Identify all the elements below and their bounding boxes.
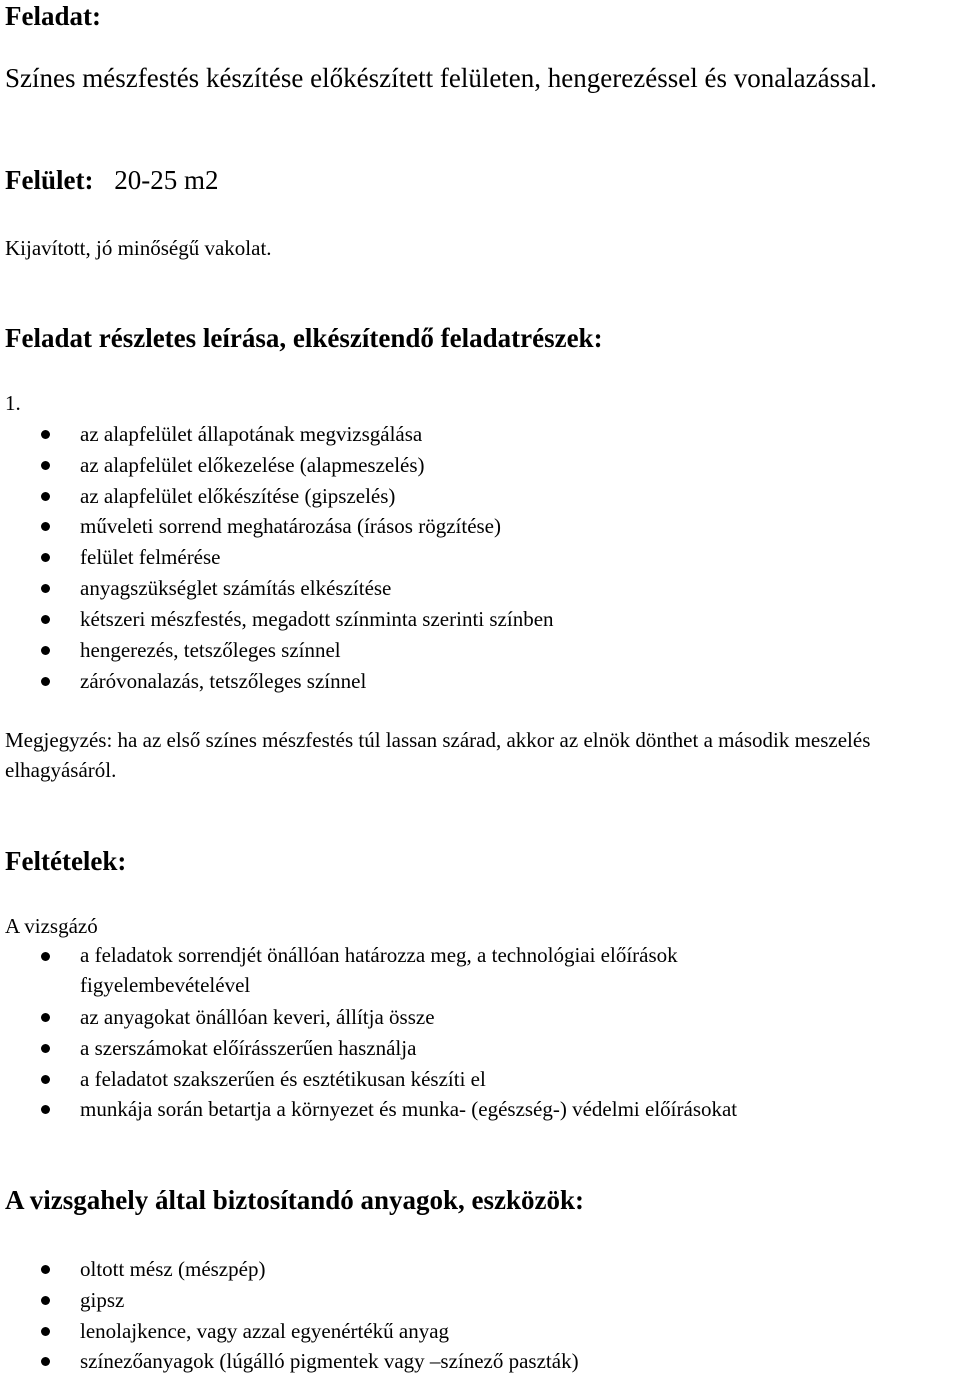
material-text: gipsz bbox=[80, 1288, 125, 1312]
surface-label: Felület: bbox=[5, 165, 94, 195]
bullet-icon bbox=[41, 1075, 50, 1084]
bullet-icon bbox=[41, 646, 50, 655]
bullet-icon bbox=[41, 1044, 50, 1053]
step-number: 1. bbox=[5, 391, 21, 415]
materials-heading: A vizsgahely által biztosítandó anyagok, eszközök: bbox=[5, 1185, 585, 1215]
plaster-note: Kijavított, jó minőségű vakolat. bbox=[5, 236, 272, 260]
bullet-icon bbox=[41, 677, 50, 686]
step-text: az alapfelület előkészítése (gipszelés) bbox=[80, 484, 396, 508]
bullet-icon bbox=[41, 615, 50, 624]
bullet-icon bbox=[41, 1296, 50, 1305]
bullet-icon bbox=[41, 430, 50, 439]
step-text: záróvonalazás, tetszőleges színnel bbox=[80, 669, 367, 693]
page-title: Feladat: bbox=[5, 1, 101, 31]
conditions-heading: Feltételek: bbox=[5, 846, 127, 876]
material-text: színezőanyagok (lúgálló pigmentek vagy –színező paszták) bbox=[80, 1349, 579, 1373]
bullet-icon bbox=[41, 1105, 50, 1114]
step-text: az alapfelület előkezelése (alapmeszelés) bbox=[80, 453, 425, 477]
step-text: az alapfelület állapotának megvizsgálása bbox=[80, 422, 423, 446]
bullet-icon bbox=[41, 584, 50, 593]
step-text: kétszeri mészfestés, megadott színminta szerinti színben bbox=[80, 607, 554, 631]
bullet-icon bbox=[41, 492, 50, 501]
step-text: műveleti sorrend meghatározása (írásos rögzítése) bbox=[80, 514, 501, 538]
bullet-icon bbox=[41, 1357, 50, 1366]
step-text: felület felmérése bbox=[80, 545, 221, 569]
step-text: hengerezés, tetszőleges színnel bbox=[80, 638, 341, 662]
task-description: Színes mészfestés készítése előkészített felületen, hengerezéssel és vonalazással. bbox=[5, 63, 877, 93]
condition-text: a feladatok sorrendjét önállóan határozza meg, a technológiai előírások figyelembevételével bbox=[80, 943, 678, 997]
condition-text: az anyagokat önállóan keveri, állítja össze bbox=[80, 1005, 435, 1029]
bullet-icon bbox=[41, 522, 50, 531]
bullet-icon bbox=[41, 553, 50, 562]
surface-value: 20-25 m2 bbox=[114, 165, 219, 195]
material-text: oltott mész (mészpép) bbox=[80, 1257, 266, 1281]
bullet-icon bbox=[41, 461, 50, 470]
note-paragraph: Megjegyzés: ha az első színes mészfestés túl lassan szárad, akkor az elnök dönthet a második meszelés elhagyásáról. bbox=[5, 728, 871, 782]
condition-text: a szerszámokat előírásszerűen használja bbox=[80, 1036, 417, 1060]
details-heading: Feladat részletes leírása, elkészítendő feladatrészek: bbox=[5, 323, 603, 353]
condition-text: munkája során betartja a környezet és munka- (egészség-) védelmi előírásokat bbox=[80, 1097, 738, 1121]
bullet-icon bbox=[41, 1327, 50, 1336]
bullet-icon bbox=[41, 1013, 50, 1022]
surface-line bbox=[5, 164, 218, 196]
conditions-intro: A vizsgázó bbox=[5, 914, 98, 938]
bullet-icon bbox=[41, 1265, 50, 1274]
bullet-icon bbox=[41, 952, 50, 961]
material-text: lenolajkence, vagy azzal egyenértékű anyag bbox=[80, 1319, 450, 1343]
step-text: anyagszükséglet számítás elkészítése bbox=[80, 576, 392, 600]
condition-text: a feladatot szakszerűen és esztétikusan készíti el bbox=[80, 1067, 486, 1091]
